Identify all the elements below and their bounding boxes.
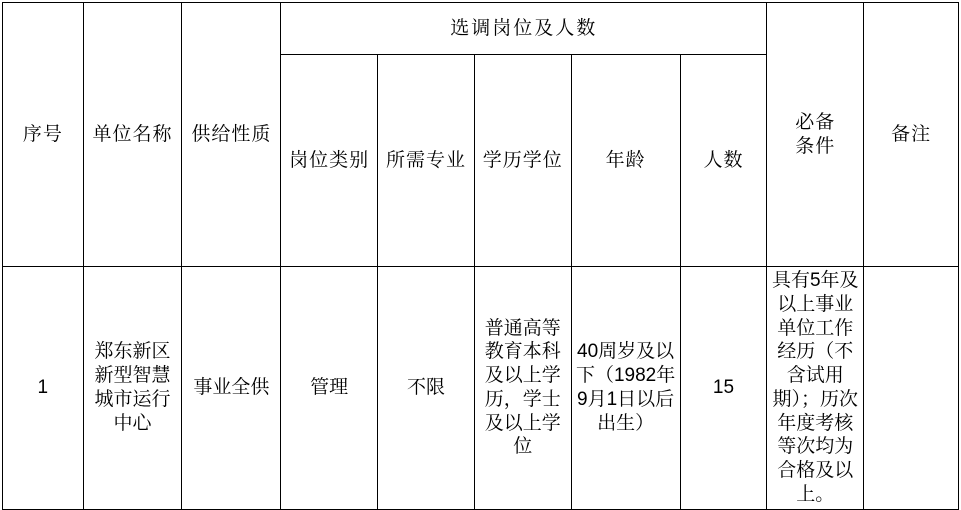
header-cell-unit-name: 单位名称 [83, 3, 182, 267]
cell-remark [864, 267, 959, 510]
cell-supply-nature: 事业全供 [182, 267, 281, 510]
cell-post-type: 管理 [281, 267, 378, 510]
cell-age: 40周岁及以下（1982年9月1日以后出生） [571, 267, 680, 510]
cell-seq: 1 [3, 267, 84, 510]
header-cell-major: 所需专业 [378, 55, 475, 267]
recruitment-table [2, 2, 959, 510]
header-cell-age: 年龄 [571, 55, 680, 267]
header-cell-group-title: 选调岗位及人数 [281, 3, 767, 55]
cell-unit-name: 郑东新区新型智慧城市运行中心 [83, 267, 182, 510]
cell-requirement: 具有5年及以上事业单位工作经历（不含试用期）；历次年度考核等次均为合格及以上。 [767, 267, 864, 510]
header-cell-education: 学历学位 [474, 55, 571, 267]
header-requirement-line-1: 必备 [795, 111, 836, 133]
header-cell-post-type: 岗位类别 [281, 55, 378, 267]
header-cell-supply-nature: 供给性质 [182, 3, 281, 267]
table-document [0, 2, 961, 505]
header-requirement-line-2: 条件 [795, 135, 836, 157]
cell-education: 普通高等教育本科及以上学历，学士及以上学位 [474, 267, 571, 510]
header-cell-remark: 备注 [864, 3, 959, 267]
table-row [3, 267, 959, 510]
cell-headcount: 15 [680, 267, 767, 510]
header-cell-headcount: 人数 [680, 55, 767, 267]
table-header-row-1 [3, 3, 959, 55]
header-cell-seq: 序号 [3, 3, 84, 267]
header-cell-requirement [767, 3, 864, 267]
cell-major: 不限 [378, 267, 475, 510]
